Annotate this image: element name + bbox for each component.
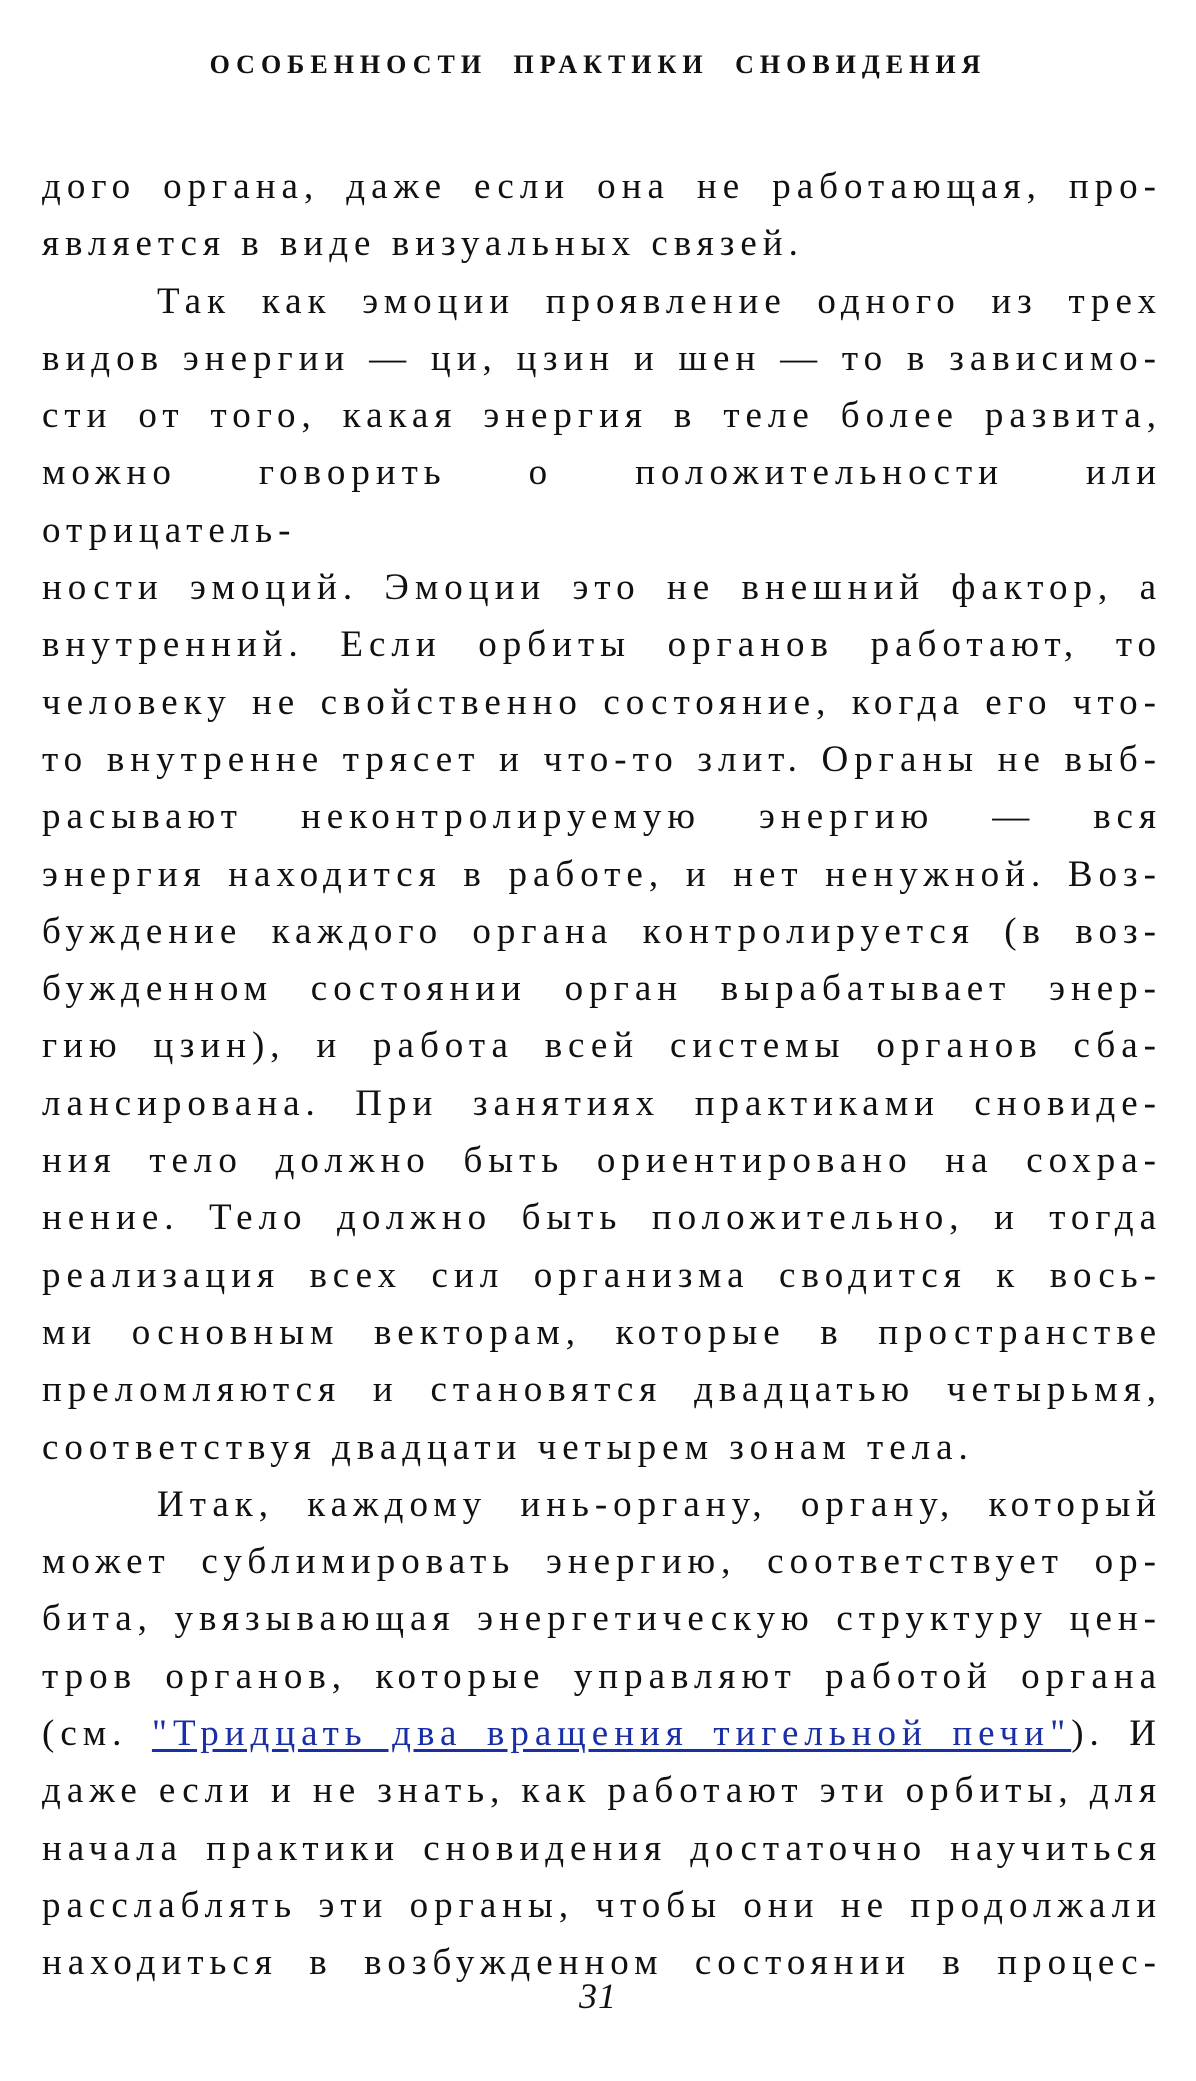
cross-reference-link[interactable]: "Тридцать два вращения тигельной печи" — [151, 1713, 1072, 1755]
text-line: тров органов, которые управляют работой органа — [42, 1655, 1162, 1697]
text-line: Итак, каждому инь-органу, органу, который — [157, 1483, 1162, 1525]
text-line: реализация всех сил организма сводится к вось- — [42, 1254, 1162, 1296]
text-line: даже если и не знать, как работают эти орбиты, для — [42, 1770, 1162, 1812]
text-line: лансирована. При занятиях практиками сновиде- — [42, 1082, 1162, 1124]
text-line-with-link — [42, 1705, 1162, 1762]
body-text — [42, 158, 1162, 1992]
text-line: человеку не свойственно состояние, когда его что- — [42, 681, 1162, 723]
text-line: сти от того, какая энергия в теле более развита, — [42, 395, 1162, 437]
text-line: гию цзин), и работа всей системы органов сба- — [42, 1025, 1162, 1067]
text-line: находиться в возбужденном состоянии в процес- — [42, 1942, 1162, 1984]
text-line: видов энергии — ци, цзин и шен — то в зависимо- — [42, 337, 1162, 379]
text-line: бита, увязывающая энергетическую структуру цен- — [42, 1598, 1162, 1640]
text-line: расслаблять эти органы, чтобы они не продолжали — [42, 1884, 1162, 1926]
text-line: начала практики сновидения достаточно научиться — [42, 1827, 1162, 1869]
text-line: энергия находится в работе, и нет ненужной. Воз- — [42, 853, 1162, 895]
text-line: Так как эмоции проявление одного из трех — [157, 280, 1162, 322]
xref-suffix: ). И — [1071, 1713, 1162, 1755]
text-line: буждение каждого органа контролируется (в воз- — [42, 910, 1162, 952]
text-line: расывают неконтролируемую энергию — вся — [42, 796, 1162, 838]
text-line: может сублимировать энергию, соответствует ор- — [42, 1541, 1162, 1583]
xref-prefix: (см. — [42, 1713, 152, 1755]
text-line: ности эмоций. Эмоции это не внешний фактор, а — [42, 567, 1162, 609]
text-line: преломляются и становятся двадцатью четырьмя, — [42, 1369, 1162, 1411]
text-line: дого органа, даже если она не работающая, про- — [42, 166, 1162, 207]
text-line: внутренний. Если орбиты органов работают, то — [42, 624, 1162, 666]
page-number: 31 — [579, 1976, 617, 2016]
text-line: является в виде визуальных связей. — [42, 223, 804, 265]
text-line: соответствуя двадцати четырем зонам тела. — [42, 1426, 974, 1468]
text-line: бужденном состоянии орган вырабатывает энер- — [42, 968, 1162, 1010]
text-line: можно говорить о положительности или отрицатель- — [42, 452, 1162, 551]
text-line: ми основным векторам, которые в пространстве — [42, 1311, 1162, 1353]
text-line: то внутренне трясет и что-то злит. Органы не выб- — [42, 738, 1162, 780]
text-line: ния тело должно быть ориентировано на сохра- — [42, 1140, 1162, 1182]
text-line: нение. Тело должно быть положительно, и тогда — [42, 1197, 1162, 1239]
running-header: ОСОБЕННОСТИ ПРАКТИКИ СНОВИДЕНИЯ — [209, 50, 987, 79]
